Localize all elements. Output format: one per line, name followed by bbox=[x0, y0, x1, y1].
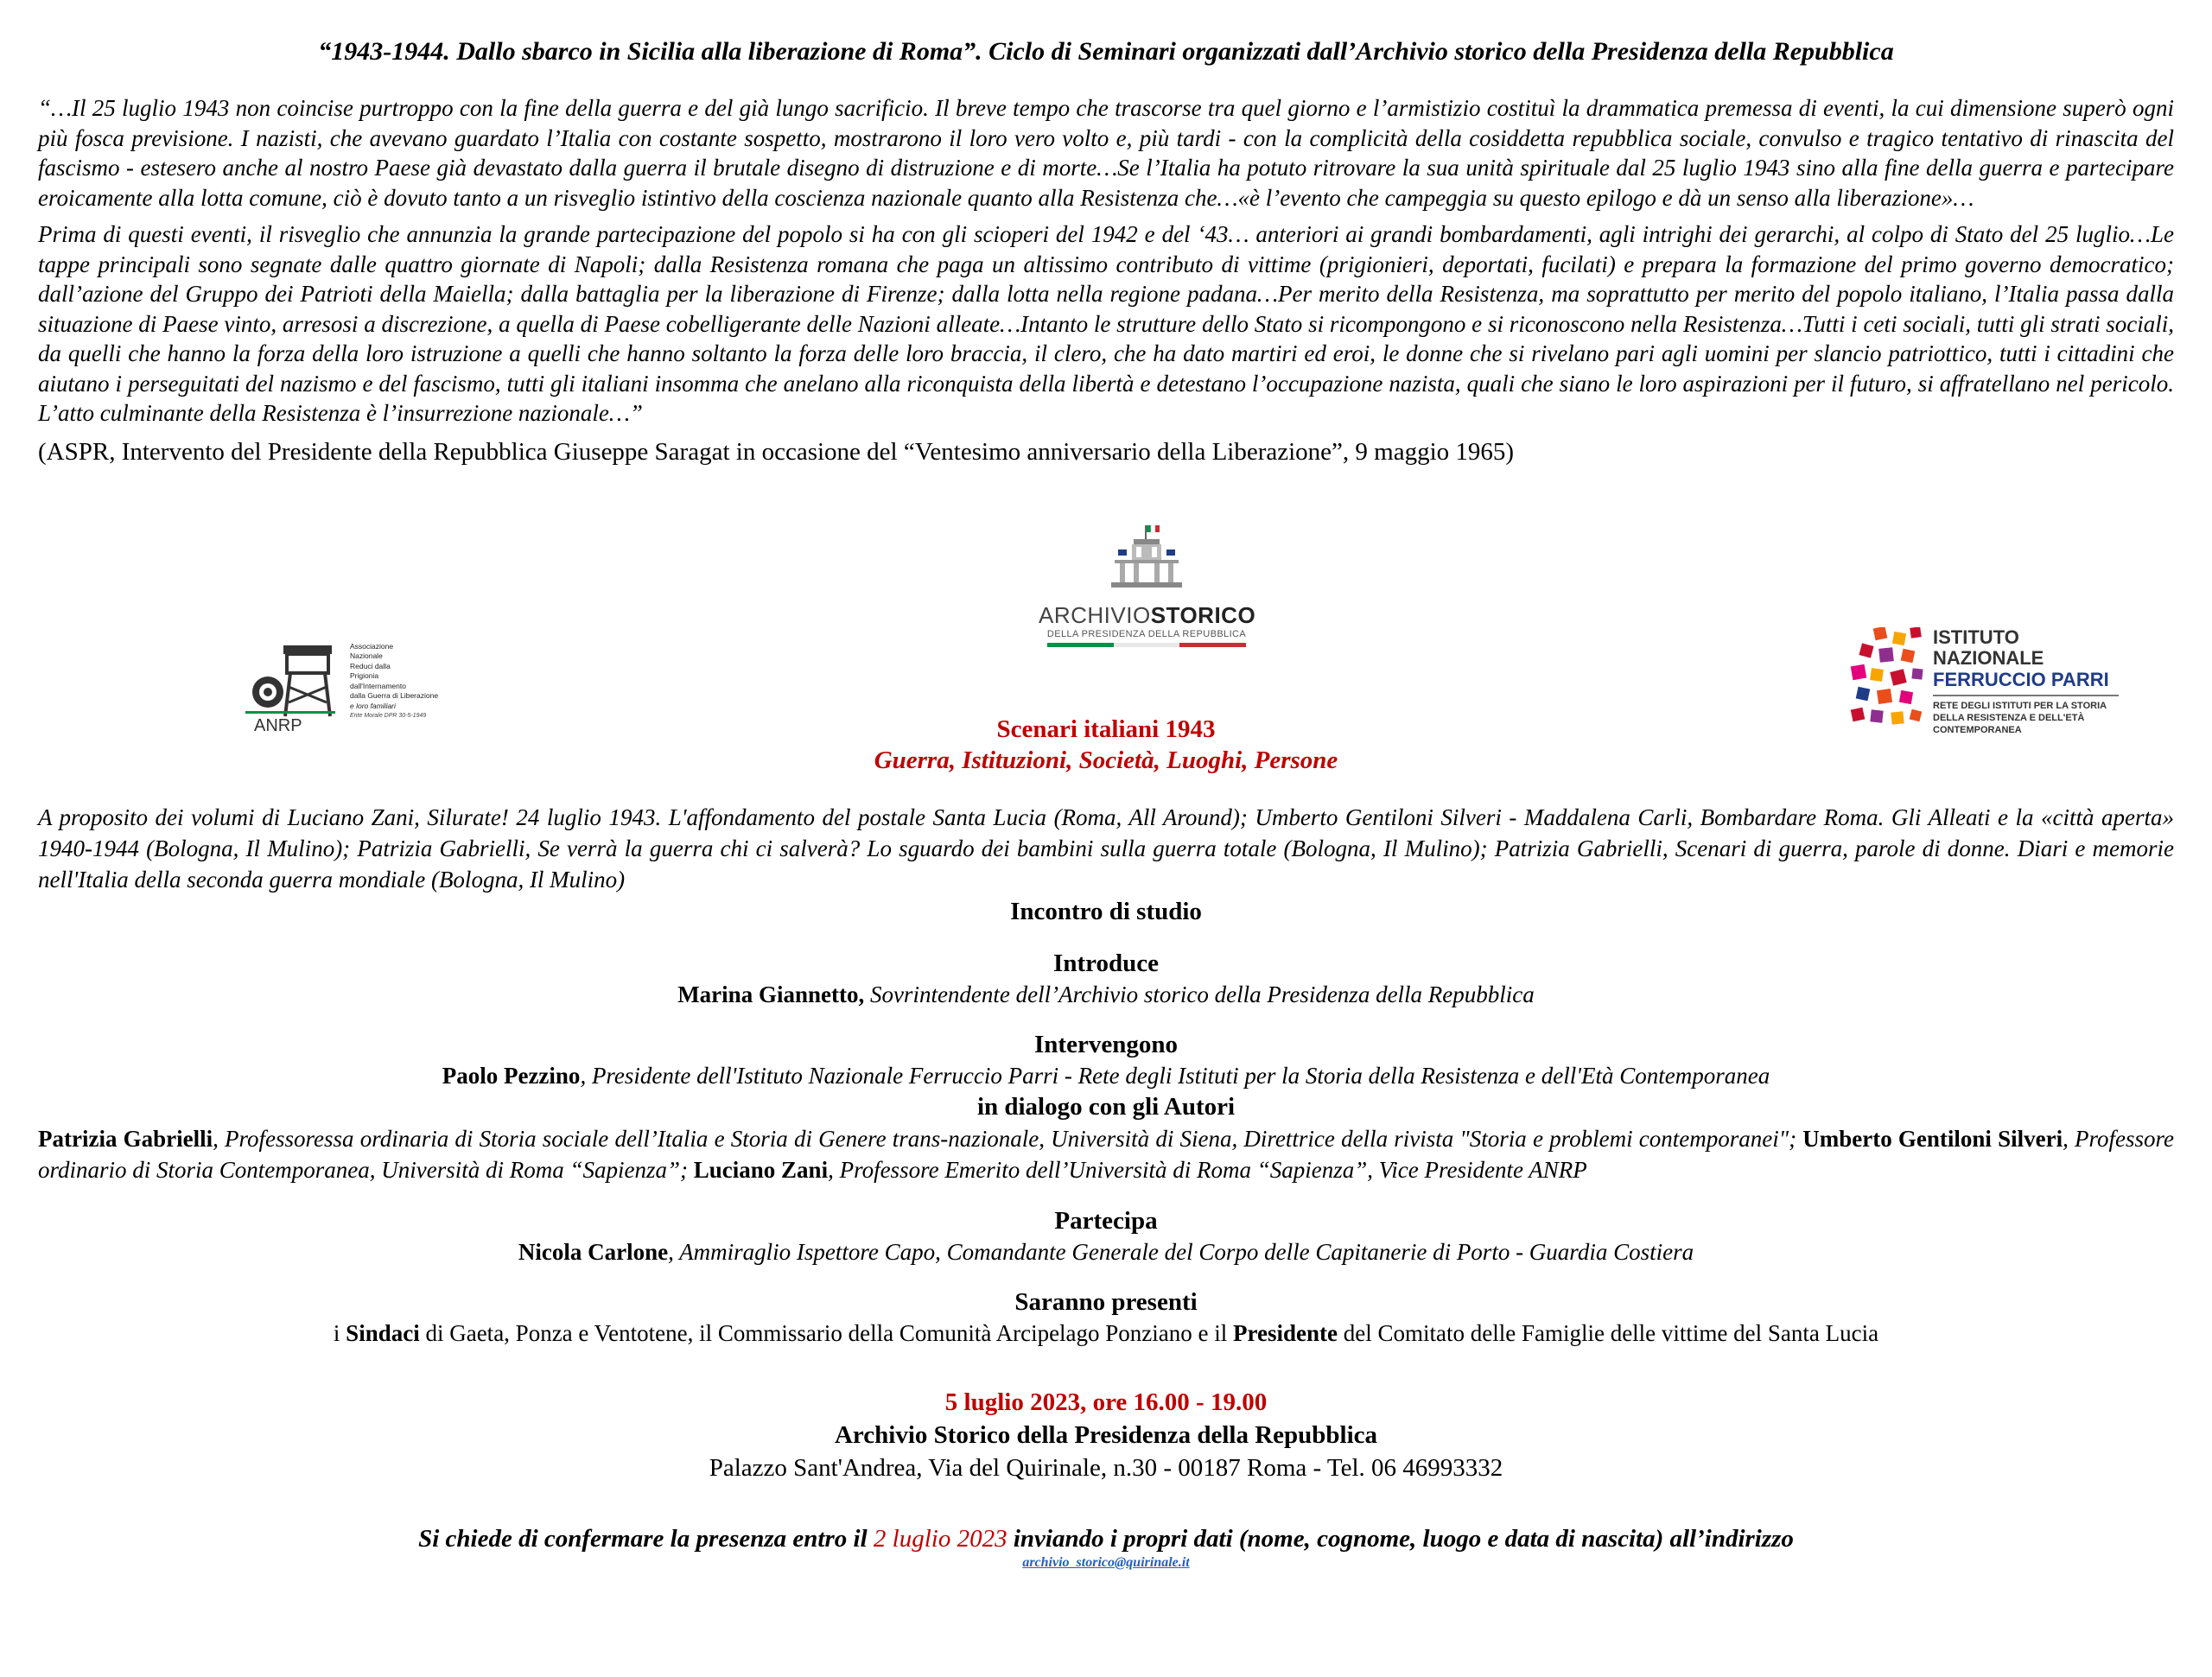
ifp-line2: FERRUCCIO PARRI bbox=[1933, 668, 2109, 690]
archivio-name-part2: STORICO bbox=[1150, 601, 1256, 628]
speaker-role: , Professore ordinario di Storia Contemporanea, Università di Roma “Sapienza”; bbox=[38, 1125, 2174, 1183]
volumes-description: A proposito dei volumi di Luciano Zani, Silurate! 24 luglio 1943. L'affondamento del postale Santa Lucia (Roma, All Around); Umberto Gentiloni Silveri - Maddalena Carli, Bombardare Roma. Gli Alleati e la «città aperta» 1940-1944 (Bologna, Il Mulino); Patrizia Gabrielli, Se verrà la guerra chi ci salverà? Lo sguardo dei bambini sulla guerra totale (Bologna, Il Mulino); Patrizia Gabrielli, Scenari di guerra, parole di donne. Diari e memorie nell'Italia della seconda guerra mondiale (Bologna, Il Mulino) bbox=[38, 804, 2174, 892]
rsvp-text: Si chiede di confermare la presenza entro il bbox=[418, 1524, 868, 1553]
archivio-name bbox=[1039, 602, 1255, 629]
speaker-role: , Professore Emerito dell’Università di Roma “Sapienza”, Vice Presidente ANRP bbox=[828, 1156, 1587, 1183]
series-title: “1943-1944. Dallo sbarco in Sicilia alla liberazione di Roma”. Ciclo di Seminari organizzati dall’Archivio storico della Presidenza della Repubblica bbox=[318, 37, 1894, 66]
presenti-text: i bbox=[333, 1319, 340, 1346]
anrp-fine-print: Ente Morale DPR 30-5-1949 bbox=[350, 713, 427, 719]
anrp-label: ANRP bbox=[254, 715, 302, 735]
tricolor-bar bbox=[1047, 643, 1246, 647]
venue-name: Archivio Storico della Presidenza della Repubblica bbox=[834, 1420, 1378, 1449]
speaker-name: Marina Giannetto, bbox=[677, 981, 865, 1007]
venue-address: Palazzo Sant'Andrea, Via del Quirinale, n.30 - 00187 Roma - Tel. 06 46993332 bbox=[709, 1453, 1503, 1482]
ifp-line1: ISTITUTO NAZIONALE bbox=[1933, 626, 2044, 669]
event-title: Scenari italiani 1943 bbox=[996, 715, 1216, 743]
archivio-storico-logo bbox=[1039, 524, 1255, 647]
rsvp-deadline: 2 luglio 2023 bbox=[873, 1524, 1007, 1553]
speaker-name: Patrizia Gabrielli bbox=[38, 1125, 213, 1152]
presenti-sindaci: Sindaci bbox=[346, 1319, 420, 1346]
ifp-tagline: RETE DEGLI ISTITUTI PER LA STORIA bbox=[1933, 700, 2107, 711]
anrp-line: dalla Guerra di Liberazione bbox=[350, 691, 439, 700]
quote-source: (ASPR, Intervento del Presidente della Repubblica Giuseppe Saragat in occasione del “Ventesimo anniversario della Liberazione”, 9 maggio 1965) bbox=[38, 437, 1515, 466]
watchtower-rose-icon bbox=[242, 642, 337, 720]
pezzino-line bbox=[38, 1061, 2174, 1090]
carlone-line bbox=[38, 1237, 2174, 1267]
event-subtitle: Guerra, Istituzioni, Società, Luoghi, Persone bbox=[874, 746, 1338, 774]
presenti-presidente: Presidente bbox=[1233, 1319, 1338, 1346]
authors-paragraph bbox=[38, 1123, 2174, 1185]
quirinale-emblem-icon bbox=[1108, 524, 1185, 594]
anrp-line: Reduci dalla bbox=[350, 661, 391, 670]
speaker-name: Umberto Gentiloni Silveri bbox=[1802, 1125, 2063, 1152]
presenti-heading: Saranno presenti bbox=[1014, 1287, 1198, 1316]
anrp-line: Nazionale bbox=[350, 651, 383, 660]
rsvp-email-link[interactable]: archivio_storico@quirinale.it bbox=[1022, 1554, 1190, 1570]
anrp-line: e loro familiari bbox=[350, 701, 396, 710]
anrp-text bbox=[350, 642, 484, 721]
speaker-name: Luciano Zani bbox=[693, 1156, 829, 1183]
speaker-role: Sovrintendente dell’Archivio storico della Presidenza della Repubblica bbox=[869, 981, 1535, 1007]
ifp-divider bbox=[1933, 695, 2119, 696]
introduce-heading: Introduce bbox=[1053, 949, 1159, 977]
event-heading bbox=[38, 714, 2174, 776]
speaker-name: Nicola Carlone bbox=[518, 1238, 669, 1265]
anrp-line: Associazione bbox=[350, 641, 394, 651]
rsvp-text: inviando i propri dati (nome, cognome, luogo e data di nascita) all’indirizzo bbox=[1013, 1524, 1794, 1553]
quote-paragraph-1: “…Il 25 luglio 1943 non coincise purtroppo con la fine della guerra e del già lungo sacrificio. Il breve tempo che trascorse tra quel giorno e l’armistizio costituì la drammatica premessa di eventi, la cui dimensione superò ogni più fosca previsione. I nazisti, che avevano guardato l’Italia con costante sospetto, mostrarono il loro vero volto e, più tardi - con la complicità della cosiddetta repubblica sociale, convulso e tragico tentativo di rinascita del fascismo - estesero anche al nostro Paese già devastato dalla guerra il brutale disegno di distruzione e di morte…Se l’Italia ha potuto ritrovare la sua unità spirituale dal 25 luglio 1943 sino alla fine della guerra e partecipare eroicamente alla lotta comune, ciò è dovuto tanto a un risveglio istintivo della coscienza nazionale quanto alla Resistenza che…«è l’evento che campeggia su questo epilogo e dà un senso alla liberazione»… bbox=[38, 95, 2174, 211]
archivio-subtitle: DELLA PRESIDENZA DELLA REPUBBLICA bbox=[1046, 628, 1247, 639]
introduce-line bbox=[38, 980, 2174, 1009]
quote-paragraph-2: Prima di questi eventi, il risveglio che annunzia la grande partecipazione del popolo si ha con gli scioperi del 1942 e del ‘43… anteriori ai grandi bombardamenti, agli intrighi dei gerarchi, al colpo di Stato del 25 luglio…Le tappe principali sono segnate dalle quattro giornate di Napoli; dalla Resistenza romana che paga un altissimo contributo di vittime (prigionieri, deportati, fucilati) e prepara la formazione del primo governo democratico; dall’azione del Gruppo dei Patrioti della Maiella; dalla battaglia per la liberazione di Firenze; dalla lotta nella regione padana…Per merito della Resistenza, ma soprattutto per merito del popolo italiano, l’Italia passa dalla situazione di Paese vinto, arresosi a discrezione, a quella di Paese cobelligerante delle Nazioni alleate…Intanto le strutture dello Stato si ricompongono e si riconoscono nella Resistenza…Tutti i ceti sociali, tutti gli strati sociali, da quelli che hanno la forza della loro istruzione a quelli che hanno soltanto la forza delle loro braccia, il clero, che ha dato martiri ed eroi, le donne che si rivelano pari agli uomini per slancio patriottico, tutti i cittadini che aiutano i perseguitati del nazismo e del fascismo, tutti gli italiani insomma che anelano alla riconquista della libertà e detestano l’occupazione nazista, quali che siano le loro aspirazioni per il futuro, si affratellano nel pericolo. L’atto culminante della Resistenza è l’insurrezione nazionale…” bbox=[38, 221, 2174, 426]
archivio-name-part1: ARCHIVIO bbox=[1039, 601, 1151, 628]
event-format: Incontro di studio bbox=[1010, 897, 1202, 925]
speaker-role: , Professoressa ordinaria di Storia sociale dell’Italia e Storia di Genere trans-nazionale, Università di Siena, Direttrice della rivista "Storia e problemi contemporanei"; bbox=[213, 1125, 1797, 1152]
speaker-role: , Presidente dell'Istituto Nazionale Ferruccio Parri - Rete degli Istituti per la Storia della Resistenza e dell'Età Contemporanea bbox=[580, 1062, 1770, 1089]
event-date-time: 5 luglio 2023, ore 16.00 - 19.00 bbox=[944, 1388, 1268, 1416]
intervengono-heading: Intervengono bbox=[1034, 1030, 1178, 1058]
ifp-tagline: DELLA RESISTENZA E DELL'ETÀ bbox=[1933, 712, 2085, 723]
partecipa-heading: Partecipa bbox=[1054, 1206, 1158, 1235]
anrp-line: Prigionia bbox=[350, 671, 379, 680]
saragat-quote bbox=[38, 93, 2174, 429]
speaker-name: Paolo Pezzino bbox=[442, 1062, 581, 1089]
dialogo-heading: in dialogo con gli Autori bbox=[976, 1092, 1236, 1121]
anrp-line: dall'Internamento bbox=[350, 681, 406, 690]
rsvp-request bbox=[38, 1522, 2174, 1555]
speaker-role: , Ammiraglio Ispettore Capo, Comandante Generale del Corpo delle Capitanerie di Porto - Guardia Costiera bbox=[668, 1238, 1694, 1265]
presenti-line bbox=[38, 1318, 2174, 1348]
ifp-tagline: CONTEMPORANEA bbox=[1933, 724, 2022, 735]
presenti-text: di Gaeta, Ponza e Ventotene, il Commissario della Comunità Arcipelago Ponziano e il bbox=[425, 1319, 1228, 1346]
presenti-text: del Comitato delle Famiglie delle vittime del Santa Lucia bbox=[1343, 1319, 1879, 1346]
